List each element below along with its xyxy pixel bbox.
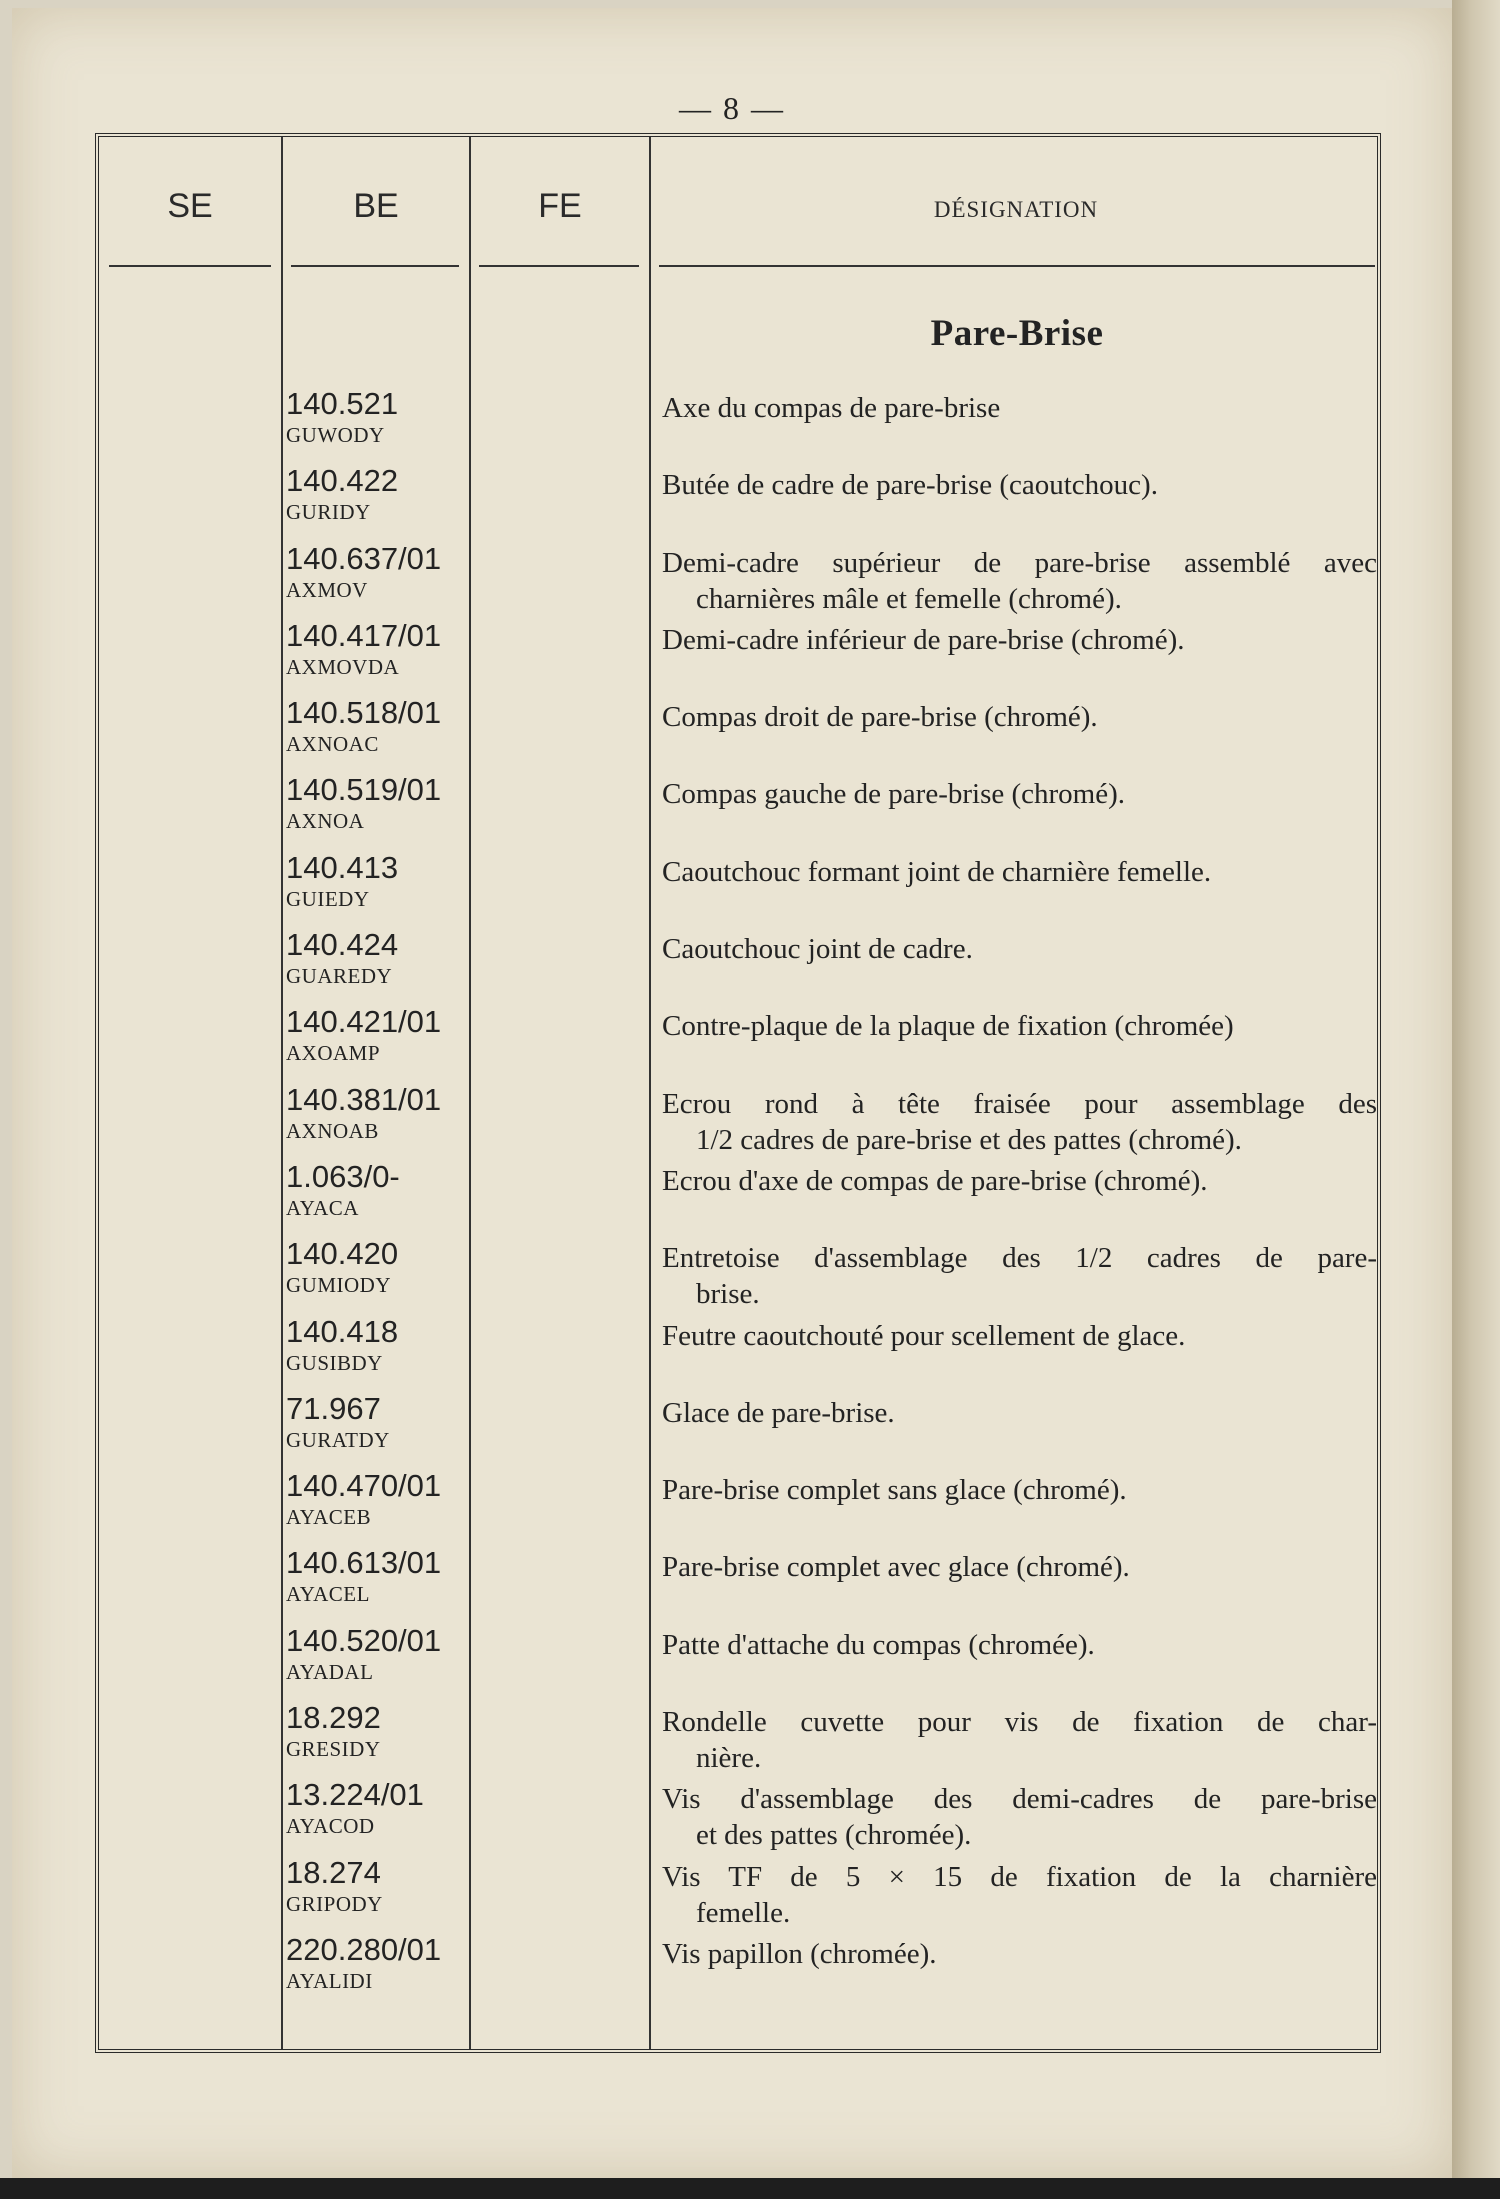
designation-line: Ecrou rond à tête fraisée pour assemblage des (662, 1087, 1377, 1120)
designation-line: Entretoise d'assemblage des 1/2 cadres de pare- (662, 1242, 1377, 1275)
part-reference: 220.280/01 (286, 1931, 442, 1967)
table-row (99, 773, 1377, 850)
part-reference: 18.274 (286, 1854, 381, 1890)
part-code: AXMOVDA (286, 654, 400, 679)
designation-line: Compas gauche de pare-brise (chromé). (662, 778, 1125, 811)
part-code: GRIPODY (286, 1891, 383, 1916)
section-title: Pare-Brise (930, 313, 1104, 354)
part-designation (662, 1859, 1377, 1931)
part-reference: 140.420 (286, 1236, 399, 1272)
designation-line: Butée de cadre de pare-brise (caoutchouc). (662, 469, 1158, 502)
part-designation (662, 1549, 1377, 1585)
part-reference: 140.637/01 (286, 540, 442, 576)
scan-border (0, 2178, 1500, 2199)
table-row (99, 464, 1377, 541)
designation-line: Glace de pare-brise. (662, 1396, 895, 1429)
part-reference: 140.519/01 (286, 772, 442, 808)
designation-line: Vis papillon (chromée). (662, 1937, 937, 1970)
part-designation (662, 1627, 1377, 1663)
table-row (99, 928, 1377, 1005)
part-code: GUMIODY (286, 1273, 391, 1298)
designation-line: Ecrou d'axe de compas de pare-brise (chromé). (662, 1164, 1208, 1197)
part-reference: 71.967 (286, 1390, 381, 1426)
column-header-be: BE (353, 187, 399, 225)
designation-line: Vis TF de 5 × 15 de fixation de la charnière (662, 1860, 1377, 1893)
table-row (99, 387, 1377, 464)
header-rule (479, 265, 639, 267)
part-reference: 1.063/0- (286, 1158, 400, 1194)
part-code: AXMOV (286, 577, 368, 602)
part-designation (662, 1781, 1377, 1853)
part-reference: 140.421/01 (286, 1004, 442, 1040)
table-row (99, 1778, 1377, 1855)
part-reference: 140.381/01 (286, 1081, 442, 1117)
table-row (99, 1315, 1377, 1392)
part-code: GUAREDY (286, 964, 393, 989)
part-reference: 140.422 (286, 463, 399, 499)
parts-list (99, 387, 1377, 2010)
designation-line: charnières mâle et femelle (chromé). (696, 582, 1122, 615)
table-row (99, 1083, 1377, 1160)
part-code: AXNOA (286, 809, 365, 834)
part-code: GURATDY (286, 1427, 390, 1452)
part-reference: 140.521 (286, 386, 399, 421)
part-designation (662, 390, 1377, 426)
part-code: AYADAL (286, 1659, 374, 1684)
part-designation (662, 1318, 1377, 1354)
table-row (99, 851, 1377, 928)
column-header-designation: DÉSIGNATION (933, 197, 1099, 222)
table-row (99, 1160, 1377, 1237)
part-designation (662, 1086, 1377, 1158)
designation-line: Caoutchouc formant joint de charnière femelle. (662, 855, 1212, 888)
table-row (99, 1624, 1377, 1701)
part-code: GRESIDY (286, 1737, 381, 1762)
table-row (99, 1237, 1377, 1314)
column-header-fe: FE (538, 187, 582, 225)
table-row (99, 542, 1377, 619)
table-row (99, 696, 1377, 773)
part-reference: 140.518/01 (286, 695, 442, 731)
header-rule (109, 265, 271, 267)
part-code: AYACEB (286, 1505, 372, 1530)
designation-line: brise. (696, 1278, 760, 1311)
designation-line: Compas droit de pare-brise (chromé). (662, 701, 1098, 734)
column-header-se: SE (167, 187, 213, 225)
part-designation (662, 931, 1377, 967)
table-row (99, 1701, 1377, 1778)
designation-line: Pare-brise complet sans glace (chromé). (662, 1474, 1127, 1507)
part-designation (662, 1936, 1377, 1972)
part-reference: 140.613/01 (286, 1545, 442, 1581)
part-reference: 13.224/01 (286, 1777, 424, 1813)
designation-line: Contre-plaque de la plaque de fixation (chromée) (662, 1010, 1234, 1043)
part-reference: 140.418 (286, 1313, 399, 1349)
part-code: AXOAMP (286, 1041, 381, 1066)
designation-line: femelle. (696, 1896, 791, 1929)
part-code: GURIDY (286, 500, 371, 525)
header-rule (291, 265, 459, 267)
part-designation (662, 1395, 1377, 1431)
page-edge (1452, 0, 1500, 2199)
part-designation (662, 1163, 1377, 1199)
part-code: AYACEL (286, 1582, 370, 1607)
part-designation (662, 776, 1377, 812)
part-reference: 140.417/01 (286, 617, 442, 653)
designation-line: Caoutchouc joint de cadre. (662, 933, 973, 966)
part-code: GUIEDY (286, 886, 370, 911)
document-page (12, 8, 1452, 2178)
part-reference: 140.470/01 (286, 1468, 442, 1504)
designation-line: Patte d'attache du compas (chromée). (662, 1628, 1095, 1661)
designation-line: Pare-brise complet avec glace (chromé). (662, 1551, 1130, 1584)
designation-line: 1/2 cadres de pare-brise et des pattes (chromé). (696, 1123, 1242, 1156)
part-designation (662, 467, 1377, 503)
part-code: AYALIDI (286, 1968, 373, 1993)
table-row (99, 1469, 1377, 1546)
designation-line: Vis d'assemblage des demi-cadres de pare-brise (662, 1783, 1377, 1816)
table-row (99, 619, 1377, 696)
part-code: AYACOD (286, 1814, 375, 1839)
table-row (99, 1546, 1377, 1623)
table-row (99, 1856, 1377, 1933)
header-rule (659, 265, 1375, 267)
part-designation (662, 545, 1377, 617)
table-row (99, 1005, 1377, 1082)
part-designation (662, 1472, 1377, 1508)
page-number: — 8 — (679, 90, 785, 126)
part-designation (662, 854, 1377, 890)
part-designation (662, 1704, 1377, 1776)
part-designation (662, 622, 1377, 658)
part-reference: 140.413 (286, 849, 399, 885)
designation-line: Demi-cadre inférieur de pare-brise (chromé). (662, 623, 1185, 656)
table-row (99, 1392, 1377, 1469)
part-designation (662, 1240, 1377, 1312)
part-reference: 18.292 (286, 1700, 381, 1736)
table-row (99, 1933, 1377, 2010)
designation-line: Demi-cadre supérieur de pare-brise assemblé avec (662, 546, 1377, 579)
designation-line: Feutre caoutchouté pour scellement de glace. (662, 1319, 1186, 1352)
parts-table (95, 133, 1381, 2053)
part-reference: 140.424 (286, 927, 399, 963)
part-code: AYACA (286, 1195, 359, 1220)
part-code: GUWODY (286, 423, 385, 447)
designation-line: Axe du compas de pare-brise (662, 392, 1001, 424)
designation-line: Rondelle cuvette pour vis de fixation de char- (662, 1706, 1377, 1739)
part-code: AXNOAB (286, 1118, 379, 1143)
part-code: AXNOAC (286, 732, 379, 757)
part-designation (662, 699, 1377, 735)
part-reference: 140.520/01 (286, 1622, 442, 1658)
designation-line: et des pattes (chromée). (696, 1819, 972, 1852)
part-designation (662, 1008, 1377, 1044)
part-code: GUSIBDY (286, 1350, 383, 1375)
designation-line: nière. (696, 1742, 762, 1775)
